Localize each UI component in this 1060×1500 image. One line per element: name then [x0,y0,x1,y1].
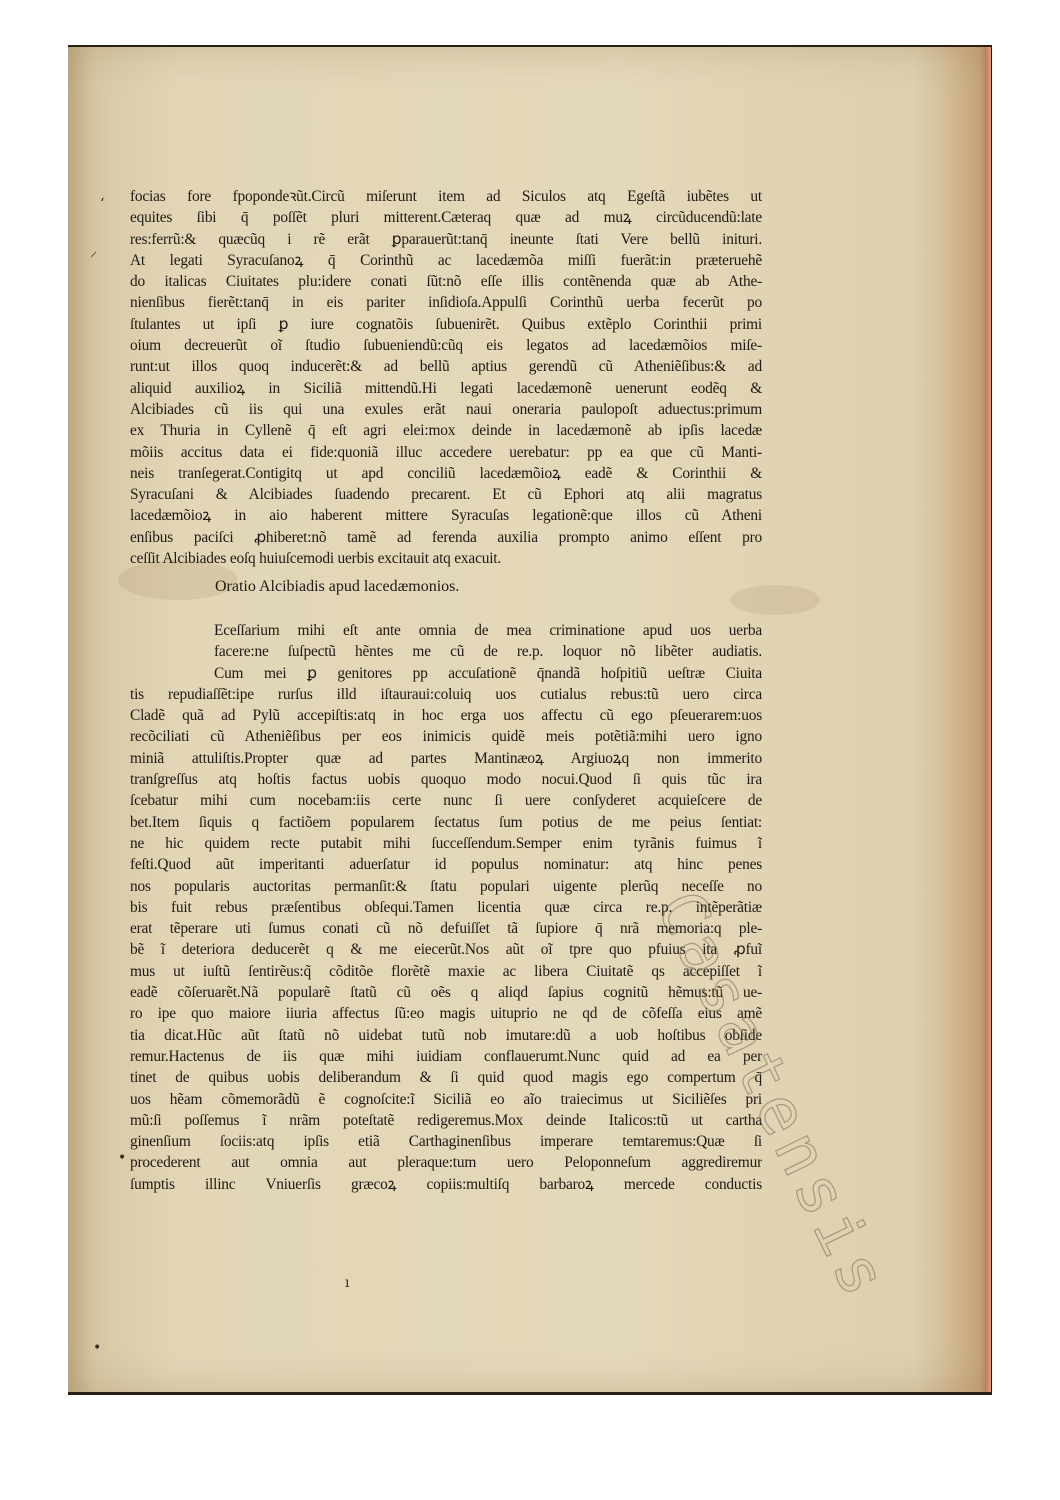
page-edge [985,47,991,1392]
text-line: nienſibus fierẽt:tanq̄ in eis pariter inſidioſa.Appulſi Corinthũ uerba fecerũt po [130,294,762,312]
text-line: lacedæmõioꝝ in aio haberent mittere Syracuſas legationẽ:que illos cũ Atheni [130,507,762,525]
text-line: ro ipe quo maiore iiuria affectus ſũ:eo magis uituprio ne qd de cõfeſſa eius amẽ [130,1005,762,1023]
text-line: enſibus paciſci ꝓhiberet:nõ tamẽ ad ferenda auxilia prompto animo eſſent pro [130,528,762,546]
text-line: res:ferrũ:& quæcũq i rẽ erãt ꝑparauerũt:tanq̄ ineunte ſtati Vere bellũ inituri. [130,230,762,248]
text-line: bis fuit rebus præſentibus obſequi.Tamen licentia quæ circa re.p. intẽperãtiæ [130,898,762,916]
text-line: ſumptis illinc Vniuerſis græcoꝝ copiis:multiſq barbaroꝝ mercede conductis [130,1175,762,1193]
text-line: mus ut iuſtũ ſentirẽus:q̃ cõditõe florẽtẽ maxie ac libera Ciuitatẽ qs accepiſſet ĩ [130,962,762,980]
text-line: erat tẽperare uti ſumus conati cũ nõ defuiſſet tã ſupiore q̄ nrã memoria:q ple- [130,920,762,938]
margin-mark: • [118,1150,127,1166]
text-line: ne hic quidem recte putabit mihi ſucceſſendum.Semper enim tyrãnis fuimus ĩ [130,834,762,852]
watermark-stamp: Casatensis [641,880,904,1313]
text-line: focias fore fpopondeꝛũt.Circũ miſerunt item ad Siculos atq Egeſtã iubẽtes ut [130,188,762,205]
margin-mark: ⸝ [90,244,97,260]
text-line: Syracuſani & Alcibiades ſuadendo precarent. Et cũ Ephori atq alii magratus [130,486,762,504]
text-line: nos popularis auctoritas permanſit:& ſtatu populari uigente plerũq neceſſe no [130,877,762,895]
text-line: eadẽ cõſeruarẽt.Nã popularẽ ſtatũ cũ oẽs q aliqd ſapius cognitũ hẽmus:tũ ue- [130,984,762,1002]
text-line: ex Thuria in Cyllenẽ q̄ eſt agri elei:mox deinde in lacedæmonẽ ab ipſis lacedæ [130,422,762,440]
text-line: aliquid auxilioꝝ in Siciliã mittendũ.Hi legati lacedæmonẽ uenerunt eodẽq & [130,379,762,397]
text-line: neis tranſegerat.Contigitq ut apd conciliũ lacedæmõioꝝ eadẽ & Corinthii & [130,464,762,482]
text-line: feſti.Quod aũt imperitanti aduerſatur id populus nominatur: atq hinc penes [130,856,762,874]
text-line: runt:ut illos quoq inducerẽt:& ad bellũ aptius gerendũ cũ Atheniẽſibus:& ad [130,358,762,376]
text-line: Cum mei ꝑ genitores pp accuſationẽ q̄nandã hoſpitiũ ueſtræ Ciuita [214,664,762,682]
text-line: equites ſibi q̄ poſſẽt pluri mitterent.Cæteraq quæ ad muꝝ circũducendũ:late [130,209,762,227]
text-line: bet.Item ſiquis q factiõem popularem ſectatus ſum potius de me peius ſentiat: [130,813,762,831]
margin-mark: ı [345,1275,350,1291]
margin-mark: • [93,1340,102,1356]
text-line: tranſgreſſus atq hoſtis factus uobis quoquo modo nocui.Quod ſi quis tũc ira [130,771,762,789]
text-line: mũ:ſi poſſemus ĩ nrãm poteſtatẽ redigeremus.Mox deinde Italicos:tũ ut cartha [130,1111,762,1129]
text-line: procederent aut omnia aut pleraque:tum uero Peloponneſum aggrediremur [130,1154,762,1172]
text-line: tis repudiaſſẽt:ipe rurſus illd iſtauraui:coluiq uos cutialus rebus:tũ uero circa [130,685,762,703]
text-line: tinet de quibus uobis deliberandum & ſi quid quod magis ego compertum q̄ [130,1069,762,1087]
text-line: miniã attuliſtis.Propter quæ ad partes Mantinæoꝝ Argiuoꝝq non immerito [130,749,762,767]
text-line: bẽ ĩ deteriora deducerẽt q & me eiecerũt.Nos aũt oĩ tpre quo pfuius ita ꝓfuĩ [130,941,762,959]
text-line: tia dicat.Hũc aũt ſtatũ nõ uidebat tutũ nob imutare:dũ a uob hoſtibus obſide [130,1026,762,1044]
text-line: recõciliati cũ Atheniẽſibus per eos inimicis quidẽ meis potẽtiã:mihi uero igno [130,728,762,746]
text-line: ſcebatur mihi cum nocebam:iis certe nunc ſi uere conſyderet acquieſcere de [130,792,762,810]
text-line: facere:ne ſuſpectũ hẽntes me cũ de re.p. loquor nõ libẽter audiatis. [214,643,762,661]
paper-stain [730,585,820,615]
text-line: ſtulantes ut ipſi ꝑ iure cognatõis ſubuenirẽt. Quibus extẽplo Corinthii primi [130,315,762,333]
text-line: uos hẽam cõmemorãdũ ẽ cognoſcite:ĩ Siciliã eo aĩo traiecimus ut Siciliẽſes pri [130,1090,762,1108]
paragraph-1 [130,186,762,569]
text-line: ginenſium ſociis:atq ipſis etiã Carthaginenſibus imperare temtaremus:Quæ ſi [130,1133,762,1151]
section-heading: Oratio Alcibiadis apud lacedæmonios. [215,578,460,595]
text-line: ceſſit Alcibiades eoſq huiuſcemodi uerbis excitauit atq exacuit. [130,550,501,568]
text-line: Alcibiades cũ iis qui una exules erãt naui oneraria paulopoſt aduectus:primum [130,400,762,418]
text-line: Eceſſarium mihi eſt ante omnia de mea criminatione apud uos uerba [214,622,762,639]
text-line: do italicas Ciuitates plu:idere conati ſũt:nõ eſſe illis contẽnenda quæ ab Athe- [130,273,762,291]
margin-mark: ‘ [100,196,105,212]
text-line: remur.Hactenus de iis quæ mihi iuidiam conflauerumt.Nunc quid ad ea per [130,1047,762,1065]
text-line: oium decreuerũt oĩ ſtudio ſubueniendũ:cũq eis legatos ad lacedæmõios miſe- [130,337,762,355]
text-line: Cladẽ quã ad Pylũ accepiſtis:atq in hoc erga uos affectu cũ ego pſeuerarem:uos [130,707,762,725]
text-line: At legati Syracuſanoꝝ q̄ Corinthũ ac lacedæmõa miſſi fuerãt:in præteruehẽ [130,251,762,269]
text-line: mõiis accitus data ei fide:quoniã illuc accedere uerebatur: pp ea que cũ Manti- [130,443,762,461]
